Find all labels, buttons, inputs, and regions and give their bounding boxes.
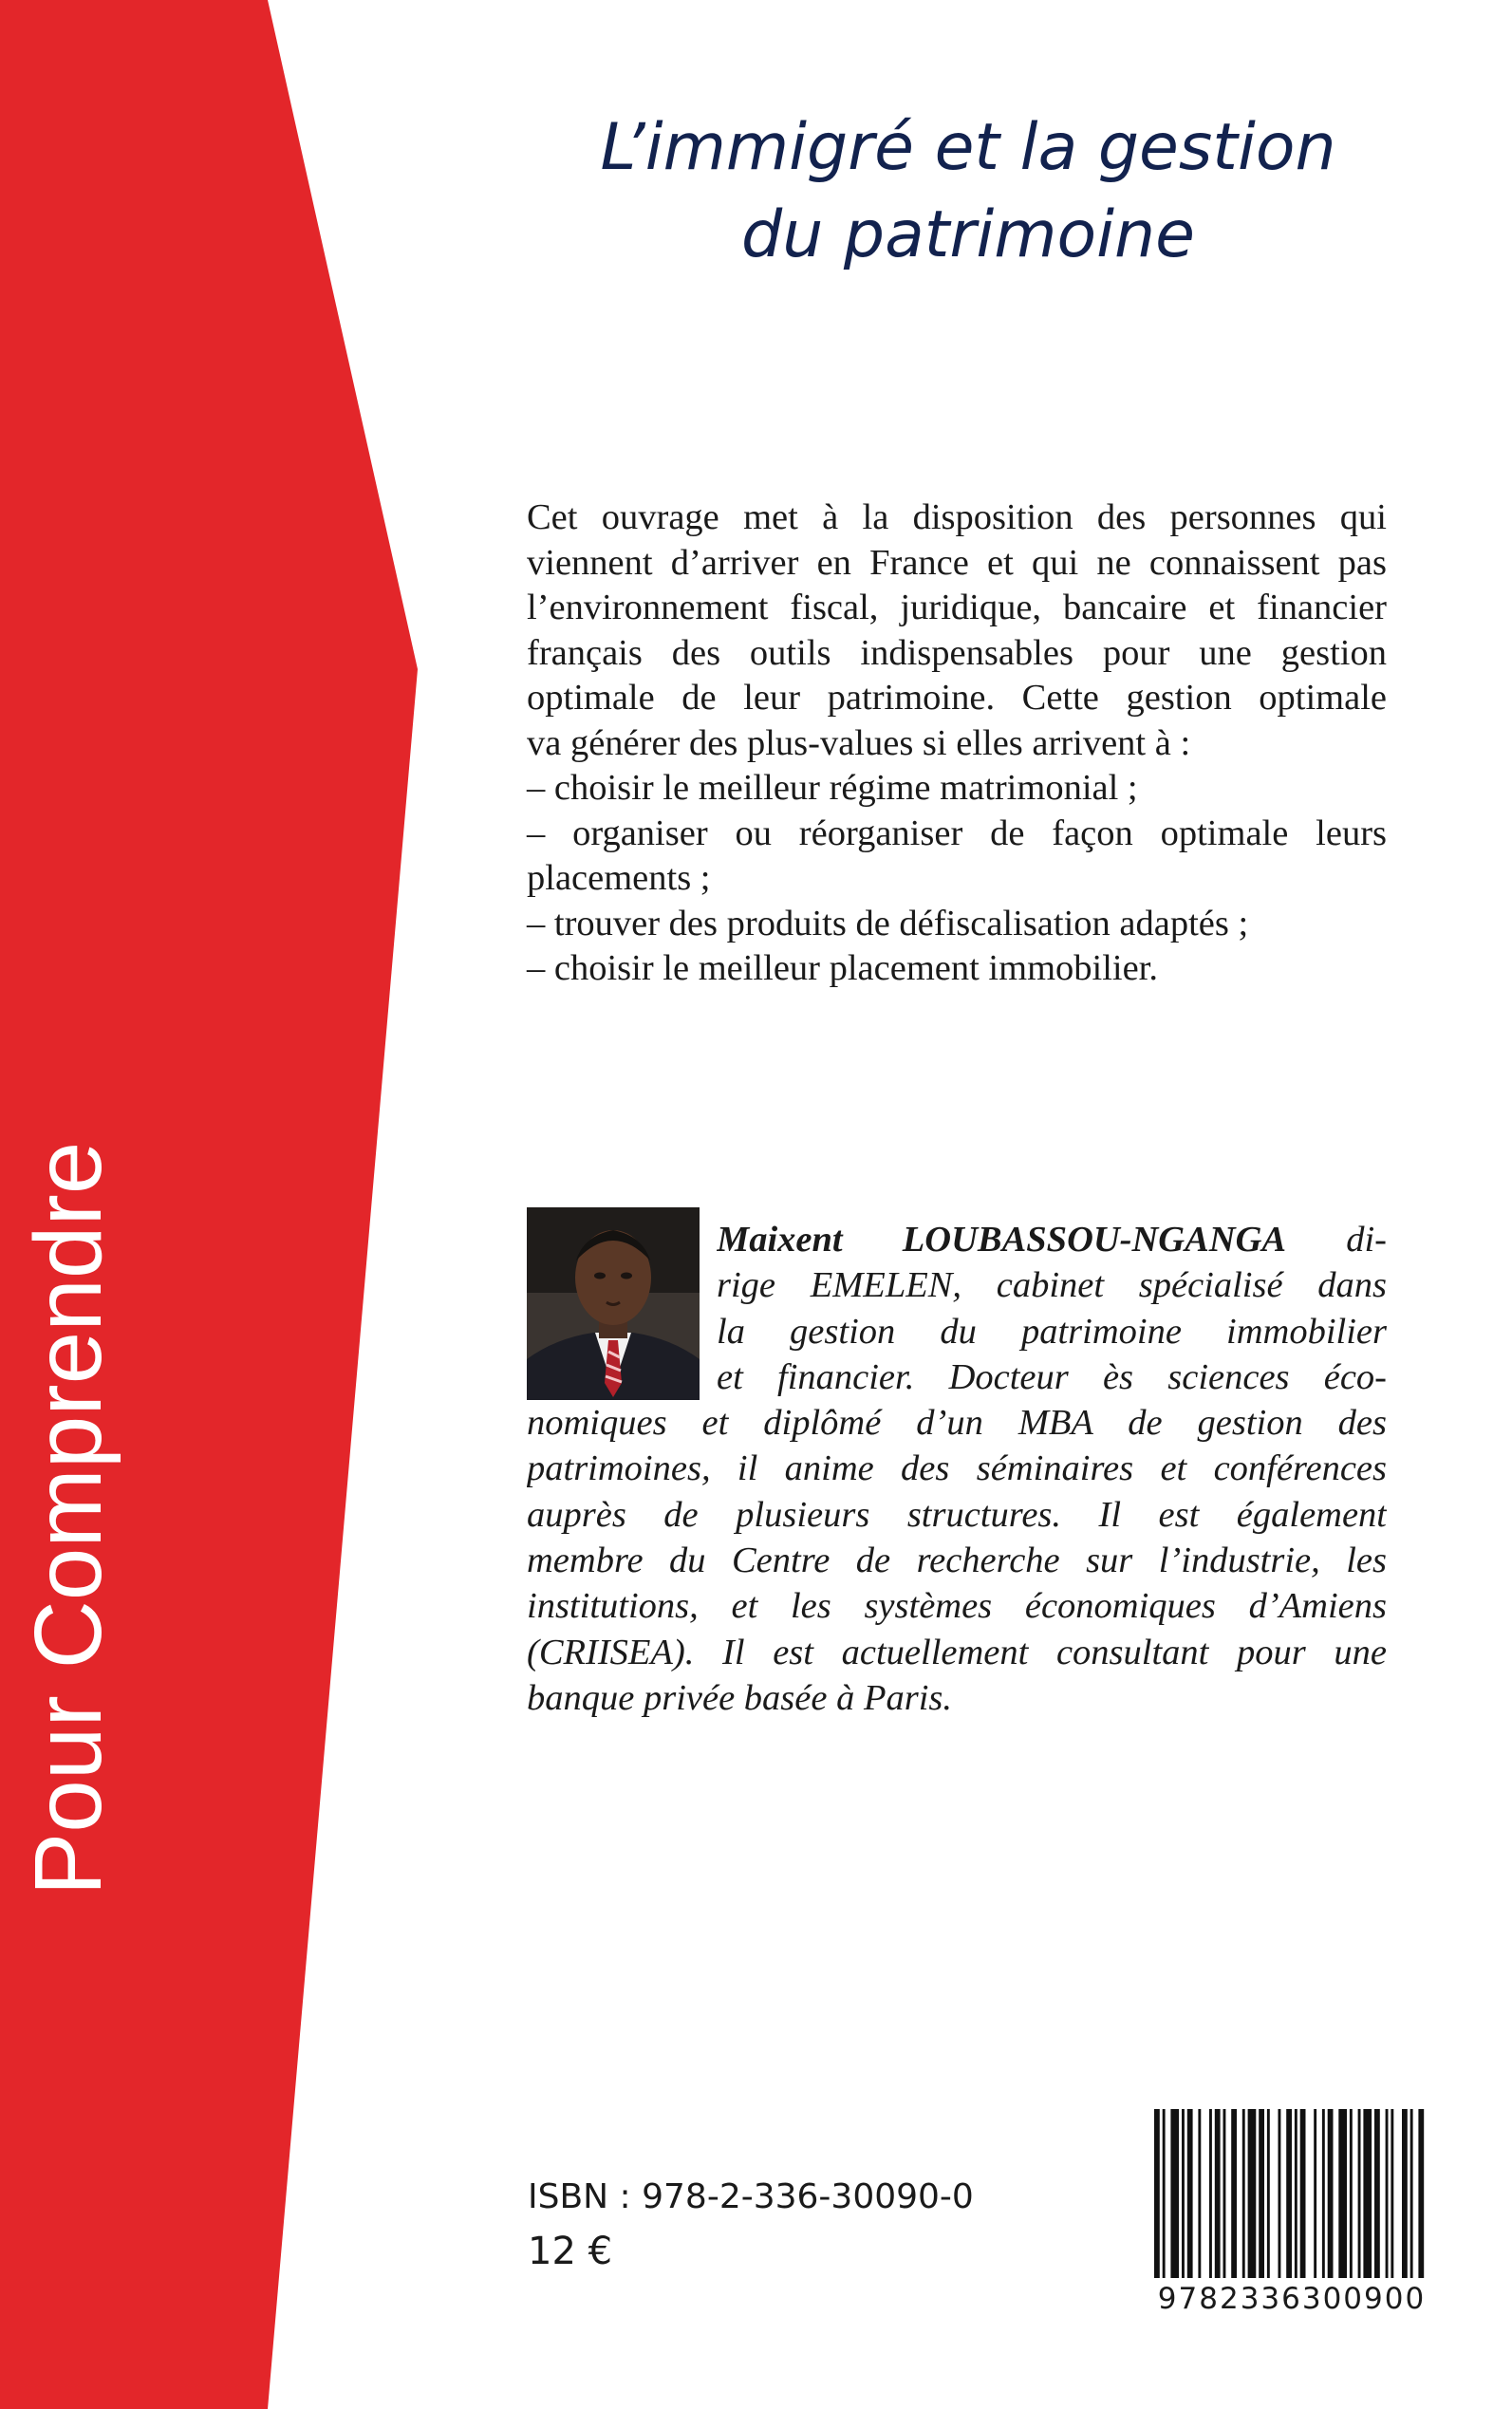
isbn-label: ISBN : 978-2-336-30090-0: [528, 2177, 974, 2216]
barcode-bar: [1182, 2109, 1185, 2278]
barcode-bar: [1170, 2109, 1179, 2278]
barcode-bar: [1279, 2109, 1281, 2278]
barcode-bar: [1418, 2109, 1424, 2278]
author-bio-line: banque privée basée à Paris.: [527, 1677, 952, 1718]
barcode-bar: [1215, 2109, 1221, 2278]
description-line: va générer des plus-values si elles arrivent à :: [527, 722, 1191, 763]
description-bullet: – organiser ou réorganiser de façon optimale leurs: [527, 812, 1387, 853]
author-bio-line: membre du Centre de recherche sur l’industrie, les: [527, 1541, 1387, 1581]
barcode-bar: [1242, 2109, 1245, 2278]
barcode-bar: [1267, 2109, 1270, 2278]
barcode-bar: [1300, 2109, 1306, 2278]
barcode-bar: [1286, 2109, 1292, 2278]
author-bio-line: nomiques et diplômé d’un MBA de gestion des: [527, 1403, 1387, 1444]
author-bio-line: auprès de plusieurs structures. Il est également: [527, 1494, 1387, 1535]
barcode-bar: [1198, 2109, 1201, 2278]
barcode-bar: [1248, 2109, 1257, 2278]
barcode-bar: [1358, 2109, 1361, 2278]
author-bio-line: (CRIISEA). Il est actuellement consultant pour une: [527, 1632, 1387, 1672]
description-line: l’environnement fiscal, juridique, bancaire et financier: [527, 588, 1387, 627]
book-title: [532, 104, 1405, 279]
barcode-bar: [1314, 2109, 1316, 2278]
book-title-line-2: du patrimoine: [741, 197, 1195, 272]
barcode-bar: [1328, 2109, 1334, 2278]
barcode-bar: [1386, 2109, 1389, 2278]
barcode-bar: [1259, 2109, 1264, 2278]
description-line: optimale de leur patrimoine. Cette gestion optimale: [527, 678, 1387, 718]
barcode-bar: [1402, 2109, 1408, 2278]
barcode-bar: [1374, 2109, 1380, 2278]
barcode-bar: [1187, 2109, 1193, 2278]
author-name: Maixent LOUBASSOU-NGANGA: [717, 1220, 1287, 1260]
barcode-bar: [1391, 2109, 1393, 2278]
description-bullet: – trouver des produits de défiscalisation adaptés ;: [527, 903, 1249, 943]
barcode-bar: [1163, 2109, 1166, 2278]
book-description: [527, 495, 1387, 992]
barcode-bar: [1338, 2109, 1347, 2278]
author-bio-line: et financier. Docteur ès sciences éco-: [717, 1356, 1387, 1397]
author-biography: [527, 1217, 1387, 1721]
description-bullet: – choisir le meilleur régime matrimonial ;: [527, 768, 1138, 808]
barcode-bar: [1350, 2109, 1353, 2278]
series-label: Pour Comprendre: [15, 1141, 121, 1896]
description-line: français des outils indispensables pour une gestion: [527, 632, 1387, 673]
author-bio-line: institutions, et les systèmes économiques d’Amiens: [527, 1586, 1387, 1627]
barcode-bar: [1231, 2109, 1237, 2278]
author-bio-fragment: di-: [1286, 1220, 1387, 1260]
barcode-bar: [1209, 2109, 1212, 2278]
author-bio-line: rige EMELEN, cabinet spécialisé dans: [717, 1265, 1387, 1306]
description-line: Cet ouvrage met à la disposition des personnes qui: [527, 497, 1387, 537]
description-bullet-continuation: placements ;: [527, 858, 711, 898]
barcode-bar: [1410, 2109, 1413, 2278]
barcode-digits: 9782336300900: [1157, 2282, 1427, 2316]
barcode-bar: [1322, 2109, 1325, 2278]
barcode-bar: [1363, 2109, 1372, 2278]
barcode-bar: [1154, 2109, 1160, 2278]
author-bio-line: [717, 1217, 1387, 1262]
barcode-bar: [1223, 2109, 1226, 2278]
barcode-icon: [1150, 2109, 1429, 2278]
barcode-bar: [1295, 2109, 1297, 2278]
description-bullet: – choisir le meilleur placement immobilier.: [527, 948, 1159, 988]
price-label: 12 €: [528, 2230, 613, 2273]
book-title-line-1: L’immigré et la gestion: [600, 110, 1336, 185]
description-line: viennent d’arriver en France et qui ne connaissent pas: [527, 542, 1387, 583]
author-bio-line: la gestion du patrimoine immobilier: [717, 1311, 1387, 1352]
author-bio-line: patrimoines, il anime des séminaires et conférences: [527, 1448, 1387, 1489]
